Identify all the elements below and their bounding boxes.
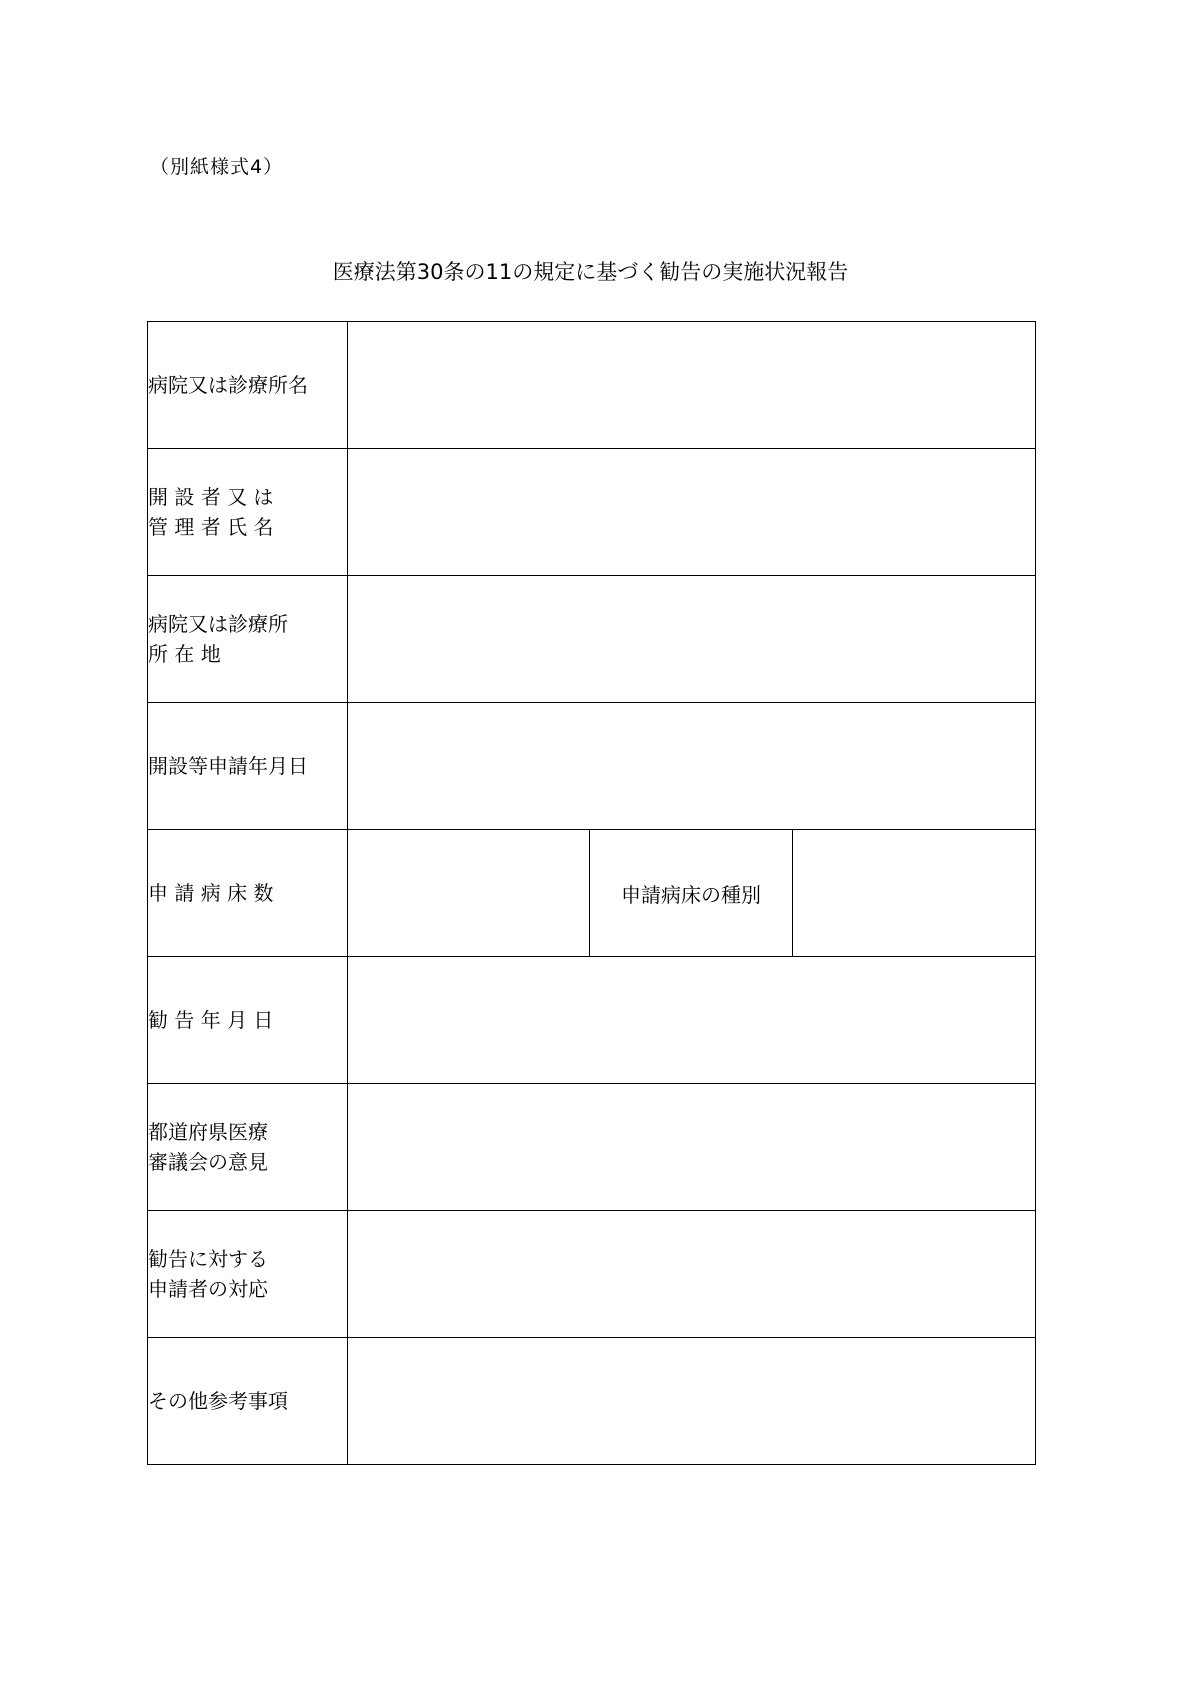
facility-address-field[interactable]: [348, 576, 1036, 703]
label-line: その他参考事項: [148, 1389, 288, 1413]
council-opinion-field[interactable]: [348, 1084, 1036, 1211]
label-line: 所 在 地: [148, 642, 221, 666]
label-line: 申 請 病 床 数: [148, 881, 274, 905]
founder-manager-label: [148, 449, 348, 576]
row-facility-name: [148, 322, 1036, 449]
label-line: 開 設 者 又 は: [148, 485, 274, 509]
council-opinion-label: [148, 1084, 348, 1211]
facility-address-label: [148, 576, 348, 703]
facility-name-field[interactable]: [348, 322, 1036, 449]
row-applicant-response: [148, 1211, 1036, 1338]
label-line: 勧 告 年 月 日: [148, 1008, 274, 1032]
other-notes-label: [148, 1338, 348, 1465]
recommendation-date-field[interactable]: [348, 957, 1036, 1084]
label-line: 管 理 者 氏 名: [148, 515, 274, 539]
label-line: 審議会の意見: [148, 1150, 268, 1174]
row-application-date: [148, 703, 1036, 830]
row-recommendation-date: [148, 957, 1036, 1084]
other-notes-field[interactable]: [348, 1338, 1036, 1465]
row-other-notes: [148, 1338, 1036, 1465]
bed-count-label: [148, 830, 348, 957]
recommendation-date-label: [148, 957, 348, 1084]
label-line: 病院又は診療所名: [148, 373, 308, 397]
application-date-field[interactable]: [348, 703, 1036, 830]
report-table: [147, 321, 1036, 1465]
document-title: 医療法第30条の11の規定に基づく勧告の実施状況報告: [332, 260, 849, 284]
label-line: 申請者の対応: [148, 1277, 268, 1301]
row-council-opinion: [148, 1084, 1036, 1211]
bed-count-field[interactable]: [348, 830, 590, 957]
label-line: 勧告に対する: [148, 1247, 268, 1271]
bed-type-field[interactable]: [793, 830, 1036, 957]
facility-name-label: [148, 322, 348, 449]
row-bed-count: [148, 830, 1036, 957]
row-founder-manager: [148, 449, 1036, 576]
applicant-response-field[interactable]: [348, 1211, 1036, 1338]
label-line: 都道府県医療: [148, 1120, 268, 1144]
label-line: 開設等申請年月日: [148, 754, 308, 778]
applicant-response-label: [148, 1211, 348, 1338]
bed-type-label: 申請病床の種別: [590, 830, 793, 957]
form-number: （別紙様式4）: [150, 156, 284, 178]
label-line: 病院又は診療所: [148, 612, 288, 636]
row-facility-address: [148, 576, 1036, 703]
founder-manager-field[interactable]: [348, 449, 1036, 576]
application-date-label: [148, 703, 348, 830]
